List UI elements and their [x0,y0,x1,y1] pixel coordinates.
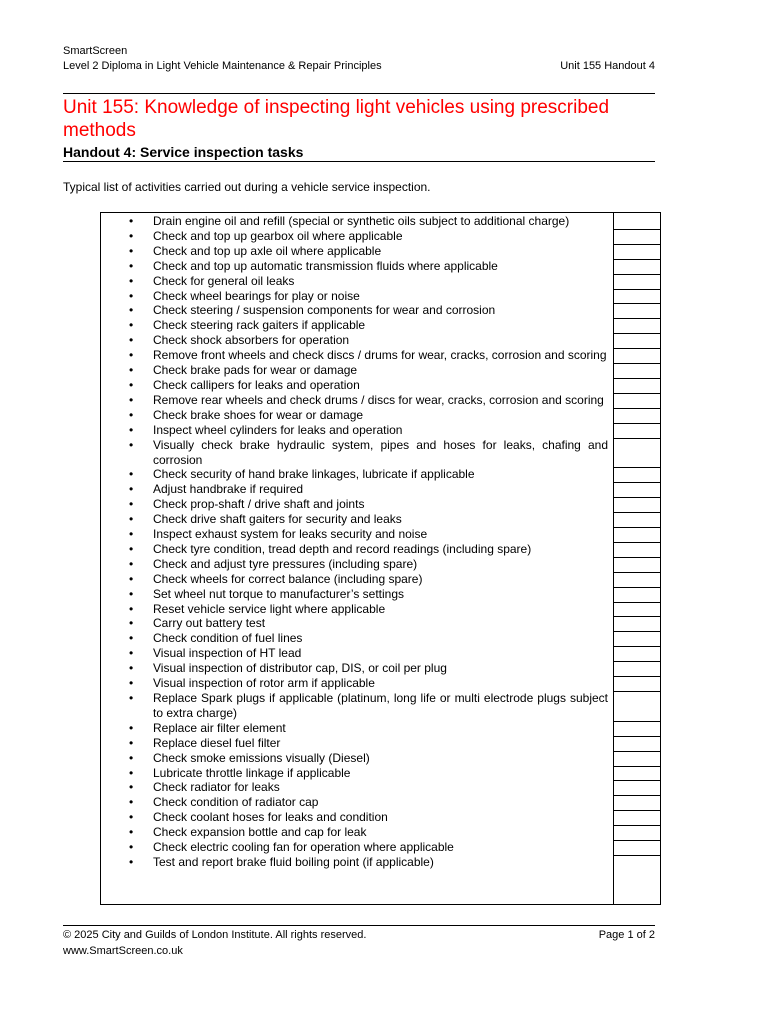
task-text: Check condition of radiator cap [153,795,319,810]
task-item [101,303,613,318]
task-item [101,661,613,676]
task-text: Check brake shoes for wear or damage [153,407,364,422]
task-item [101,244,613,259]
task-item [101,333,613,348]
task-text: Replace air filter element [153,720,286,735]
bullet-icon: • [129,273,134,288]
bullet-icon: • [129,854,134,869]
tick-box-divider [614,557,661,558]
tick-box-divider [614,736,661,737]
header-course: Level 2 Diploma in Light Vehicle Maintenance & Repair Principles [63,60,382,72]
task-item [101,751,613,766]
tick-box-divider [614,229,661,230]
task-item [101,691,613,721]
task-text: Visual inspection of HT lead [153,646,302,661]
task-text: Check and top up gearbox oil where applicable [153,228,403,243]
tick-box-divider [614,274,661,275]
bullet-icon: • [129,780,134,795]
bullet-icon: • [129,467,134,482]
bullet-icon: • [129,228,134,243]
task-item [101,721,613,736]
tick-box-divider [614,408,661,409]
task-text: Visually check brake hydraulic system, pipes and hoses for leaks, chafing and corrosion [153,437,608,467]
tick-box-divider [614,423,661,424]
bullet-icon: • [129,482,134,497]
footer-divider [63,925,655,926]
task-text: Check brake pads for wear or damage [153,363,358,378]
footer-copyright: © 2025 City and Guilds of London Institute. All rights reserved. [63,929,367,941]
bullet-icon: • [129,318,134,333]
task-text: Check expansion bottle and cap for leak [153,825,367,840]
task-item [101,363,613,378]
tick-box-divider [614,766,661,767]
task-text: Check prop-shaft / drive shaft and joints [153,497,365,512]
task-item [101,214,613,229]
bullet-icon: • [129,348,134,363]
task-item [101,527,613,542]
task-text: Check smoke emissions visually (Diesel) [153,750,370,765]
task-item [101,393,613,408]
task-text: Check callipers for leaks and operation [153,377,360,392]
task-text: Visual inspection of distributor cap, DIS, or coil per plug [153,661,447,676]
task-item [101,467,613,482]
bullet-icon: • [129,288,134,303]
task-text: Replace Spark plugs if applicable (platinum, long life or multi electrode plugs subject to extra charge) [153,691,608,720]
tick-box-divider [614,855,661,856]
bullet-icon: • [129,258,134,273]
task-item [101,557,613,572]
tick-box-divider [614,259,661,260]
tick-box-divider [614,751,661,752]
bullet-icon: • [129,512,134,527]
task-text: Check electric cooling fan for operation where applicable [153,840,454,855]
tick-box-divider [614,363,661,364]
header-course-line [63,60,655,72]
task-item [101,602,613,617]
task-item [101,855,613,870]
task-item [101,274,613,289]
task-text: Check steering / suspension components for wear and corrosion [153,303,496,318]
task-text: Adjust handbrake if required [153,482,304,497]
task-item [101,438,613,468]
tick-box-divider [614,348,661,349]
task-text: Lubricate throttle linkage if applicable [153,765,351,780]
task-item [101,766,613,781]
tick-box-divider [614,482,661,483]
tick-box-divider [614,631,661,632]
task-text: Remove rear wheels and check drums / discs for wear, cracks, corrosion and scoring [153,392,604,407]
bullet-icon: • [129,631,134,646]
tick-box-divider [614,780,661,781]
task-text: Inspect exhaust system for leaks security and noise [153,527,428,542]
bullet-icon: • [129,437,134,452]
bullet-icon: • [129,840,134,855]
bullet-icon: • [129,646,134,661]
bullet-icon: • [129,363,134,378]
tick-box-divider [614,825,661,826]
bullet-icon: • [129,601,134,616]
intro-text: Typical list of activities carried out during a vehicle service inspection. [63,180,431,194]
task-item [101,736,613,751]
tick-box-divider [614,676,661,677]
task-item [101,616,613,631]
task-text: Visual inspection of rotor arm if applicable [153,676,375,691]
task-text: Reset vehicle service light where applicable [153,601,386,616]
tick-box-divider [614,616,661,617]
task-list [101,214,613,870]
task-text: Check coolant hoses for leaks and condition [153,810,388,825]
task-item [101,646,613,661]
tick-box-divider [614,512,661,513]
bullet-icon: • [129,377,134,392]
tick-box-divider [614,661,661,662]
tick-box-divider [614,572,661,573]
task-item [101,572,613,587]
bullet-icon: • [129,586,134,601]
tick-box-divider [614,721,661,722]
bullet-icon: • [129,422,134,437]
tick-box-divider [614,840,661,841]
task-item [101,512,613,527]
bullet-icon: • [129,691,134,705]
bullet-icon: • [129,825,134,840]
bullet-icon: • [129,750,134,765]
task-item [101,408,613,423]
task-item [101,810,613,825]
page-title: Unit 155: Knowledge of inspecting light vehicles using prescribed methods [63,97,610,141]
bullet-icon: • [129,765,134,780]
task-item [101,631,613,646]
tick-box-divider [614,289,661,290]
tick-box-divider [614,810,661,811]
task-text: Check tyre condition, tread depth and record readings (including spare) [153,541,532,556]
tick-box-divider [614,318,661,319]
task-item [101,497,613,512]
tick-box-divider [614,438,661,439]
task-text: Replace diesel fuel filter [153,735,281,750]
tick-box-divider [614,244,661,245]
task-item [101,795,613,810]
bullet-icon: • [129,556,134,571]
bullet-icon: • [129,303,134,318]
subtitle-divider [63,161,655,162]
tick-column-divider [613,213,614,904]
task-text: Check wheel bearings for play or noise [153,288,360,303]
bullet-icon: • [129,541,134,556]
task-item [101,676,613,691]
task-text: Check shock absorbers for operation [153,333,350,348]
task-text: Check radiator for leaks [153,780,280,795]
bullet-icon: • [129,795,134,810]
footer-page-number: Page 1 of 2 [598,929,655,941]
bullet-icon: • [129,735,134,750]
tick-box-divider [614,795,661,796]
tick-box-divider [614,527,661,528]
task-text: Check and top up automatic transmission fluids where applicable [153,258,498,273]
task-item [101,229,613,244]
task-text: Check and adjust tyre pressures (including spare) [153,556,418,571]
tick-box-divider [614,393,661,394]
task-text: Carry out battery test [153,616,266,631]
bullet-icon: • [129,676,134,691]
task-item [101,378,613,393]
bullet-icon: • [129,527,134,542]
tick-box-divider [614,497,661,498]
task-item [101,289,613,304]
task-text: Check condition of fuel lines [153,631,303,646]
task-text: Drain engine oil and refill (special or synthetic oils subject to additional charge) [153,214,570,228]
task-text: Inspect wheel cylinders for leaks and operation [153,422,403,437]
task-item [101,542,613,557]
tick-box-divider [614,646,661,647]
task-item [101,587,613,602]
task-item [101,348,613,363]
bullet-icon: • [129,214,134,228]
task-item [101,840,613,855]
header-handout-ref: Unit 155 Handout 4 [560,60,655,72]
bullet-icon: • [129,392,134,407]
footer-line [63,929,655,941]
bullet-icon: • [129,810,134,825]
header-org: SmartScreen [63,45,128,57]
bullet-icon: • [129,661,134,676]
task-item [101,259,613,274]
bullet-icon: • [129,616,134,631]
tick-box-divider [614,691,661,692]
task-text: Check and top up axle oil where applicable [153,243,382,258]
task-table [100,212,661,905]
bullet-icon: • [129,407,134,422]
task-item [101,318,613,333]
bullet-icon: • [129,243,134,258]
tick-box-divider [614,542,661,543]
task-item [101,780,613,795]
footer-website: www.SmartScreen.co.uk [63,945,183,957]
header-divider [63,93,655,94]
task-item [101,825,613,840]
tick-box-divider [614,602,661,603]
task-text: Check wheels for correct balance (including spare) [153,571,423,586]
bullet-icon: • [129,571,134,586]
task-text: Check security of hand brake linkages, lubricate if applicable [153,467,475,482]
bullet-icon: • [129,333,134,348]
task-text: Test and report brake fluid boiling point (if applicable) [153,854,434,869]
task-text: Check for general oil leaks [153,273,295,288]
task-item [101,482,613,497]
page-subtitle: Handout 4: Service inspection tasks [63,144,304,160]
bullet-icon: • [129,497,134,512]
tick-box-divider [614,467,661,468]
bullet-icon: • [129,720,134,735]
task-text: Set wheel nut torque to manufacturer’s settings [153,586,405,601]
task-text: Remove front wheels and check discs / drums for wear, cracks, corrosion and scoring [153,348,607,363]
tick-box-divider [614,587,661,588]
task-text: Check drive shaft gaiters for security and leaks [153,512,402,527]
tick-box-divider [614,303,661,304]
tick-box-divider [614,333,661,334]
task-item [101,423,613,438]
tick-box-divider [614,378,661,379]
task-text: Check steering rack gaiters if applicable [153,318,366,333]
